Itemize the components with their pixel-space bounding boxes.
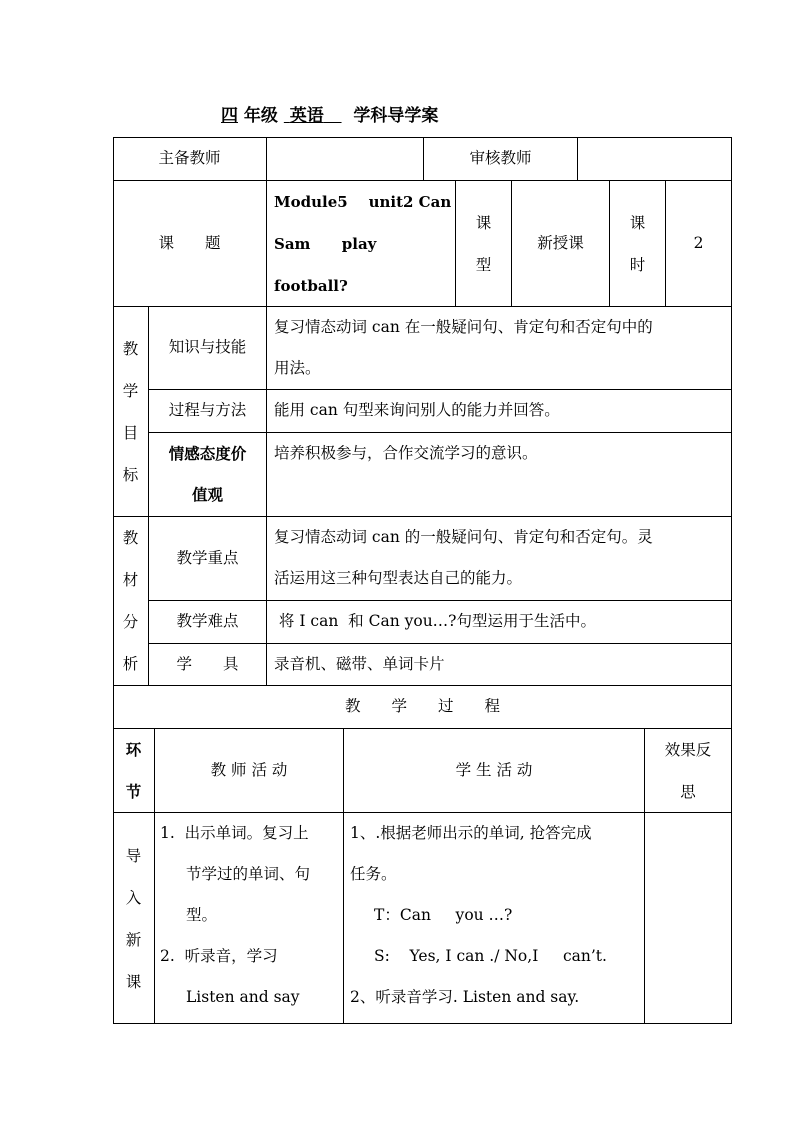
review-teacher-label: 审核教师 [469, 149, 532, 167]
lesson-type-value: 新授课 [537, 234, 584, 252]
col-teacher-header: 教 师 活 动 [210, 761, 288, 779]
student-activity: 1、.根据老师出示的单词, 抢答完成 任务。 T：Can you …? S: Yes, I can ./ No,I can’t. 2、听录音学习. Listen and say. [350, 824, 607, 1006]
emotion-label: 情感态度价 值观 [168, 444, 247, 504]
col-reflect-header: 效果反 思 [664, 741, 712, 801]
stage-1-label: 导 入 新 课 [125, 847, 142, 991]
main-teacher-label: 主备教师 [158, 149, 221, 167]
col-student-header: 学 生 活 动 [455, 761, 533, 779]
emotion-text: 培养积极参与，合作交流学习的意识。 [274, 444, 538, 462]
key-points-text: 复习情态动词 can 的一般疑问句、肯定句和否定句。灵 活运用这三种句型表达自己的能力。 [274, 528, 653, 587]
subject: 英语 [289, 106, 324, 126]
key-points-label: 教学重点 [176, 549, 239, 567]
grade: 四 [221, 106, 238, 126]
grade-suffix: 年级 [243, 106, 278, 126]
review-teacher-value[interactable] [578, 138, 731, 180]
process-section-title: 教 学 过 程 [344, 697, 500, 715]
knowledge-label: 知识与技能 [168, 338, 247, 356]
period-value: 2 [693, 234, 704, 252]
reflection-cell[interactable] [645, 813, 731, 1023]
teacher-activity: 1. 出示单词。复习上 节学过的单词、句 型。 2. 听录音，学习 Listen and say [160, 824, 311, 1006]
process-text: 能用 can 句型来询问别人的能力并回答。 [274, 401, 560, 419]
topic-label: 课 题 [158, 234, 221, 252]
process-label: 过程与方法 [168, 401, 247, 419]
difficulty-text: 将 I can 和 Can you…?句型运用于生活中。 [274, 612, 596, 630]
main-teacher-value[interactable] [267, 138, 423, 180]
lesson-type-label: 课 型 [475, 214, 492, 274]
period-label: 课 时 [629, 214, 646, 274]
doc-type: 学科导学案 [353, 106, 439, 126]
tools-text: 录音机、磁带、单词卡片 [274, 655, 445, 673]
tools-label: 学 具 [176, 655, 239, 673]
topic-value: Module5 unit2 Can Sam play football? [274, 193, 452, 295]
knowledge-text: 复习情态动词 can 在一般疑问句、肯定句和否定句中的 用法。 [274, 318, 653, 377]
analysis-group-label: 教 材 分 析 [122, 529, 139, 673]
difficulty-label: 教学难点 [176, 612, 239, 630]
col-stage-header: 环 节 [125, 740, 142, 801]
goals-group-label: 教 学 目 标 [122, 340, 139, 484]
